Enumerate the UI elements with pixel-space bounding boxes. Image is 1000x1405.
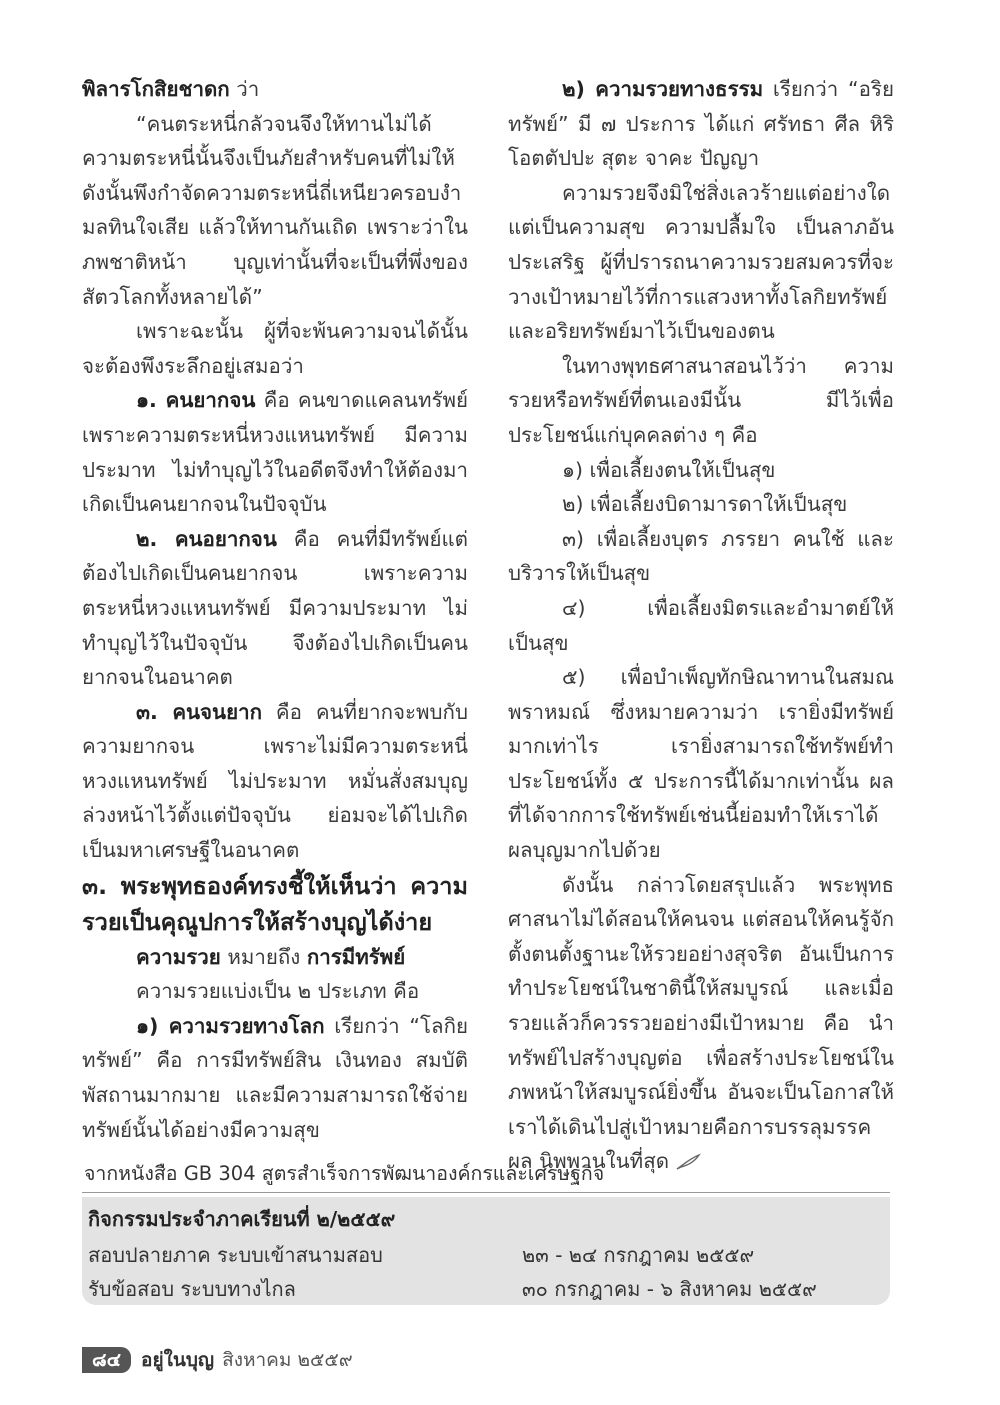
intro-line: พิลารโกสิยชาดก ว่า — [82, 77, 260, 101]
buddhist-teaching-paragraph: ในทางพุทธศาสนาสอนไว้ว่า ความรวยหรือทรัพย์ที่ตนเองมีนั้น มีไว้เพื่อประโยชน์แก่บุคคลต่าง ๆ คือ — [508, 353, 894, 447]
activity-label: รับข้อสอบ ระบบทางไกล — [88, 1277, 296, 1301]
wealth-definition: ความรวย หมายถึง การมีทรัพย์ — [136, 944, 406, 969]
purpose-item: ๓) เพื่อเลี้ยงบุตร ภรรยา คนใช้ และบริวารให้เป็นสุข — [508, 526, 894, 586]
dhamma-wealth: ๒) ความรวยทางธรรม เรียกว่า “อริยทรัพย์” มี ๗ ประการ ได้แก่ ศรัทธา ศีล หิริ โอตตัปปะ สุตะ จาคะ ปัญญา — [508, 77, 894, 171]
purpose-item: ๑) เพื่อเลี้ยงตนให้เป็นสุข — [562, 457, 776, 482]
activity-label: สอบปลายภาค ระบบเข้าสนามสอบ — [88, 1243, 383, 1267]
magazine-name: อยู่ในบุญ — [141, 1349, 215, 1371]
activity-box — [82, 1197, 890, 1305]
purpose-item: ๒) เพื่อเลี้ยงบิดามารดาให้เป็นสุข — [562, 492, 848, 517]
activity-date: ๒๓ - ๒๔ กรกฎาคม ๒๕๕๙ — [522, 1243, 755, 1267]
poverty-item-1: ๑. คนยากจน คือ คนขาดแคลนทรัพย์ เพราะความตระหนี่หวงแหนทรัพย์ มีความประมาท ไม่ทำบุญไว้ในอดีตจึงทำให้ต้องมาเกิดเป็นคนยากจนในปัจจุบัน — [82, 388, 468, 517]
source-note: จากหนังสือ GB 304 สูตรสำเร็จการพัฒนาองค์กรและเศรษฐกิจ — [84, 1162, 605, 1185]
therefore-paragraph: เพราะฉะนั้น ผู้ที่จะพ้นความจนได้นั้น จะต้องพึงระลึกอยู่เสมอว่า — [82, 319, 468, 378]
jataka-quote: “คนตระหนี่กลัวจนจึงให้ทานไม่ได้ ความตระหนี่นั้นจึงเป็นภัยสำหรับคนที่ไม่ให้ ดังนั้นพึงกำจัดความตระหนี่ถี่เหนียวครอบงำ มลทินใจเสีย แล้วให้ทานกันเถิด เพราะว่าในภพชาติหน้า บุญเท่านั้นที่จะเป็นที่พึ่งของสัตวโลกทั้งหลายได้” — [82, 111, 468, 309]
wealth-not-bad-paragraph: ความรวยจึงมิใช่สิ่งเลวร้ายแต่อย่างใด แต่เป็นความสุข ความปลื้มใจ เป็นลาภอันประเสริฐ ผู้ที่ปรารถนาความรวยสมควรที่จะวางเป้าหมายไว้ที่การแสวงหาทั้งโลกิยทรัพย์และอริยทรัพย์มาไว้เป็นของตน — [508, 180, 894, 344]
quill-icon — [675, 1153, 701, 1171]
conclusion-paragraph: ดังนั้น กล่าวโดยสรุปแล้ว พระพุทธศาสนาไม่ได้สอนให้คนจน แต่สอนให้คนรู้จักตั้งตนตั้งฐานะให้รวยอย่างสุจริต อันเป็นการทำประโยชน์ในชาตินี้ให้สมบูรณ์ และเมื่อรวยแล้วก็ควรรวยอย่างมีเป้าหมาย คือ นำทรัพย์ไปสร้างบุญต่อ เพื่อสร้างประโยชน์ในภพหน้าให้สมบูรณ์ยิ่งขึ้น อันจะเป็นโอกาสให้เราได้เดินไปสู่เป้าหมายคือการบรรลุมรรค ผล นิพพานในที่สุด — [508, 872, 894, 1174]
poverty-item-3: ๓. คนจนยาก คือ คนที่ยากจะพบกับความยากจน เพราะไม่มีความตระหนี่หวงแหนทรัพย์ ไม่ประมาท หมั่นสั่งสมบุญล่วงหน้าไว้ตั้งแต่ปัจจุบัน ย่อมจะได้ไปเกิดเป็นมหาเศรษฐีในอนาคต — [82, 699, 468, 863]
divider — [82, 1192, 890, 1193]
left-column — [82, 72, 468, 1147]
purpose-item: ๕) เพื่อบำเพ็ญทักษิณาทานในสมณพราหมณ์ ซึ่งหมายความว่า เรายิ่งมีทรัพย์มากเท่าไร เรายิ่งสามารถใช้ทรัพย์ทำประโยชน์ทั้ง ๕ ประการนี้ได้มากเท่านั้น ผลที่ได้จากการใช้ทรัพย์เช่นนี้ย่อมทำให้เราได้ผลบุญมากไปด้วย — [508, 665, 894, 863]
story-title: พิลารโกสิยชาดก — [82, 77, 230, 101]
page-footer — [82, 1347, 353, 1373]
poverty-item-2: ๒. คนอยากจน คือ คนที่มีทรัพย์แต่ต้องไปเกิดเป็นคนยากจน เพราะความตระหนี่หวงแหนทรัพย์ มีความประมาท ไม่ทำบุญไว้ในปัจจุบัน จึงต้องไปเกิดเป็นคนยากจนในอนาคต — [82, 526, 468, 690]
page-number: ๘๔ — [82, 1347, 131, 1373]
section-heading: ๓. พระพุทธองค์ทรงชี้ให้เห็นว่า ความรวยเป็นคุณูปการให้สร้างบุญได้ง่าย — [82, 871, 468, 936]
activity-date: ๓๐ กรกฎาคม - ๖ สิงหาคม ๒๕๕๙ — [522, 1277, 817, 1301]
worldly-wealth: ๑) ความรวยทางโลก เรียกว่า “โลกิยทรัพย์” คือ การมีทรัพย์สิน เงินทอง สมบัติพัสถานมากมาย และมีความสามารถใช้จ่ายทรัพย์นั้นได้อย่างมีความสุข — [82, 1013, 468, 1142]
issue-date: สิงหาคม ๒๕๕๙ — [222, 1349, 353, 1371]
purpose-item: ๔) เพื่อเลี้ยงมิตรและอำมาตย์ให้เป็นสุข — [508, 595, 894, 655]
right-column — [508, 72, 894, 1179]
activity-title: กิจกรรมประจำภาคเรียนที่ ๒/๒๕๕๙ — [88, 1207, 396, 1231]
wealth-types: ความรวยแบ่งเป็น ๒ ประเภท คือ — [136, 979, 420, 1004]
